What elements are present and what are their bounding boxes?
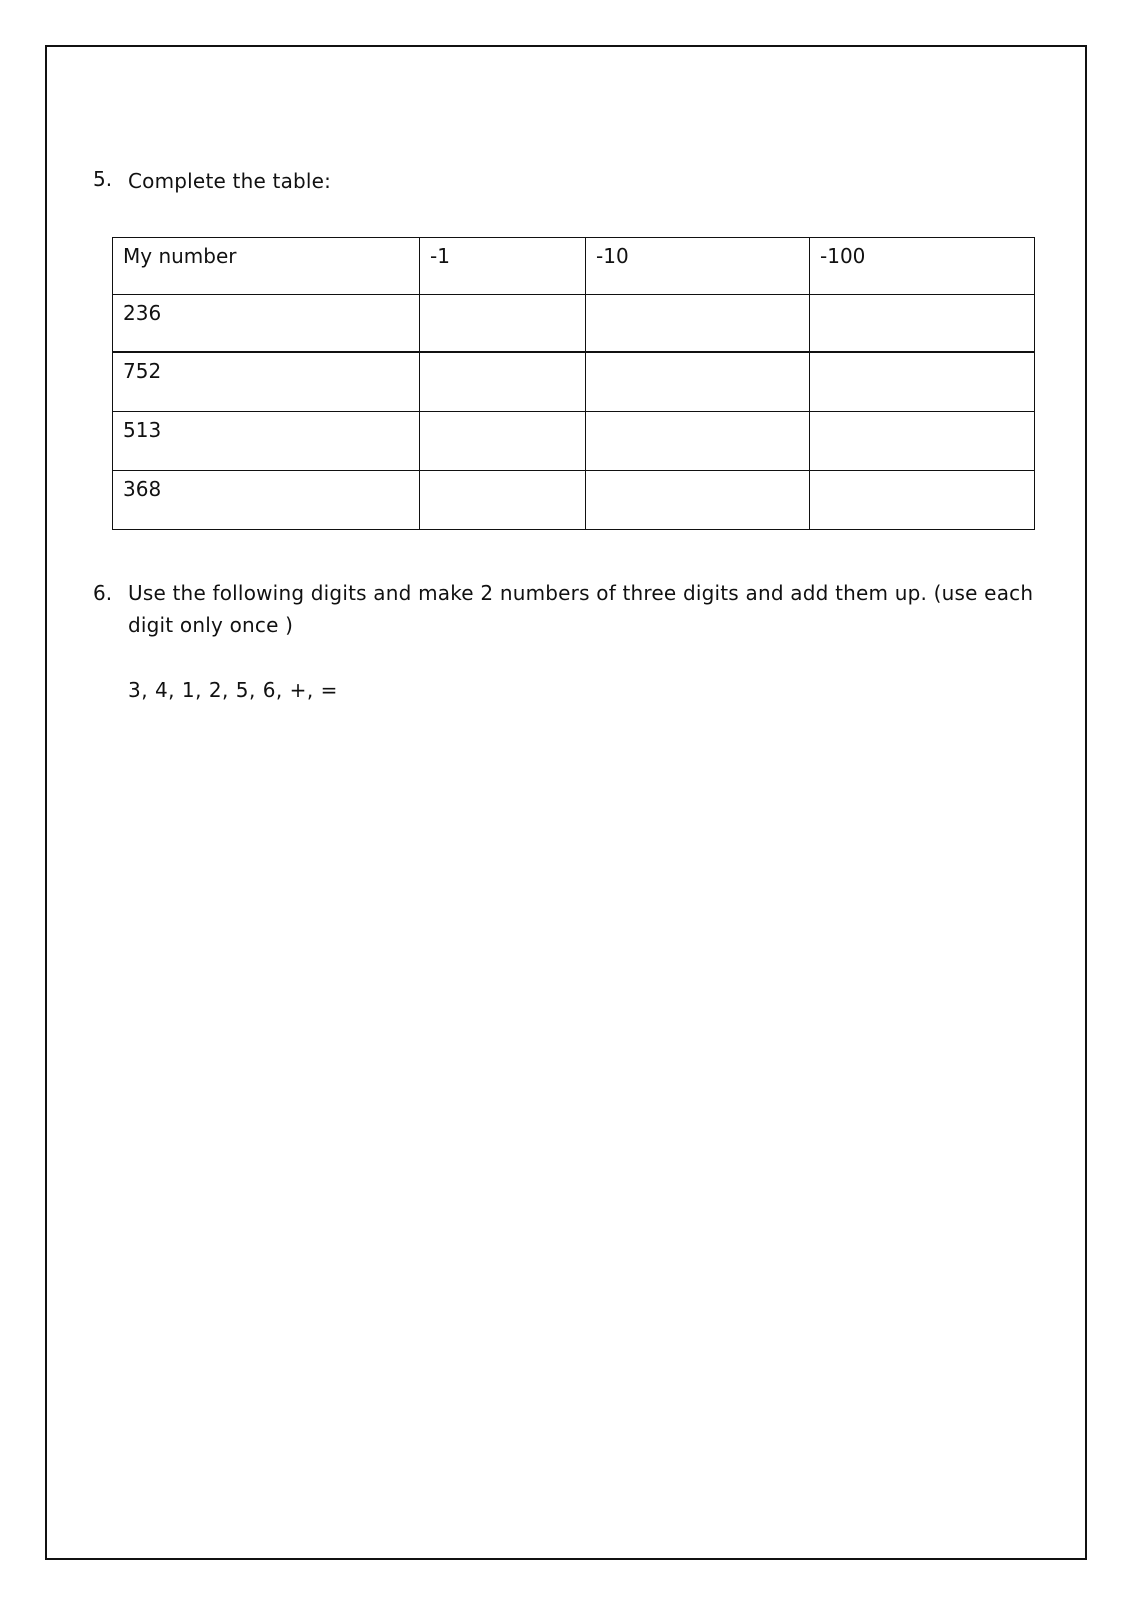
question-6-text: Use the following digits and make 2 numbers of three digits and add them up. (use each digit only once ) [128, 581, 1034, 637]
table-row [113, 471, 1035, 530]
row-label: 236 [113, 295, 420, 352]
header-minus-10: -10 [586, 238, 810, 295]
table-header-row [113, 238, 1035, 295]
number-table [112, 237, 1035, 530]
header-minus-100: -100 [810, 238, 1035, 295]
answer-cell[interactable] [810, 412, 1035, 471]
answer-cell[interactable] [810, 471, 1035, 530]
question-5-number: 5. [93, 167, 113, 191]
question-6-number: 6. [93, 581, 113, 605]
answer-cell[interactable] [420, 295, 586, 352]
answer-cell[interactable] [586, 471, 810, 530]
table-row [113, 295, 1035, 352]
table-row [113, 412, 1035, 471]
header-minus-1: -1 [420, 238, 586, 295]
header-my-number: My number [113, 238, 420, 295]
answer-cell[interactable] [420, 412, 586, 471]
answer-cell[interactable] [420, 471, 586, 530]
row-label: 368 [113, 471, 420, 530]
answer-cell[interactable] [586, 352, 810, 412]
row-label: 752 [113, 352, 420, 412]
answer-cell[interactable] [420, 352, 586, 412]
answer-cell[interactable] [810, 352, 1035, 412]
answer-cell[interactable] [586, 412, 810, 471]
question-5-text: Complete the table: [128, 169, 332, 193]
answer-cell[interactable] [586, 295, 810, 352]
row-label: 513 [113, 412, 420, 471]
digits-list: 3, 4, 1, 2, 5, 6, +, = [128, 678, 338, 702]
table-row [113, 352, 1035, 412]
answer-cell[interactable] [810, 295, 1035, 352]
